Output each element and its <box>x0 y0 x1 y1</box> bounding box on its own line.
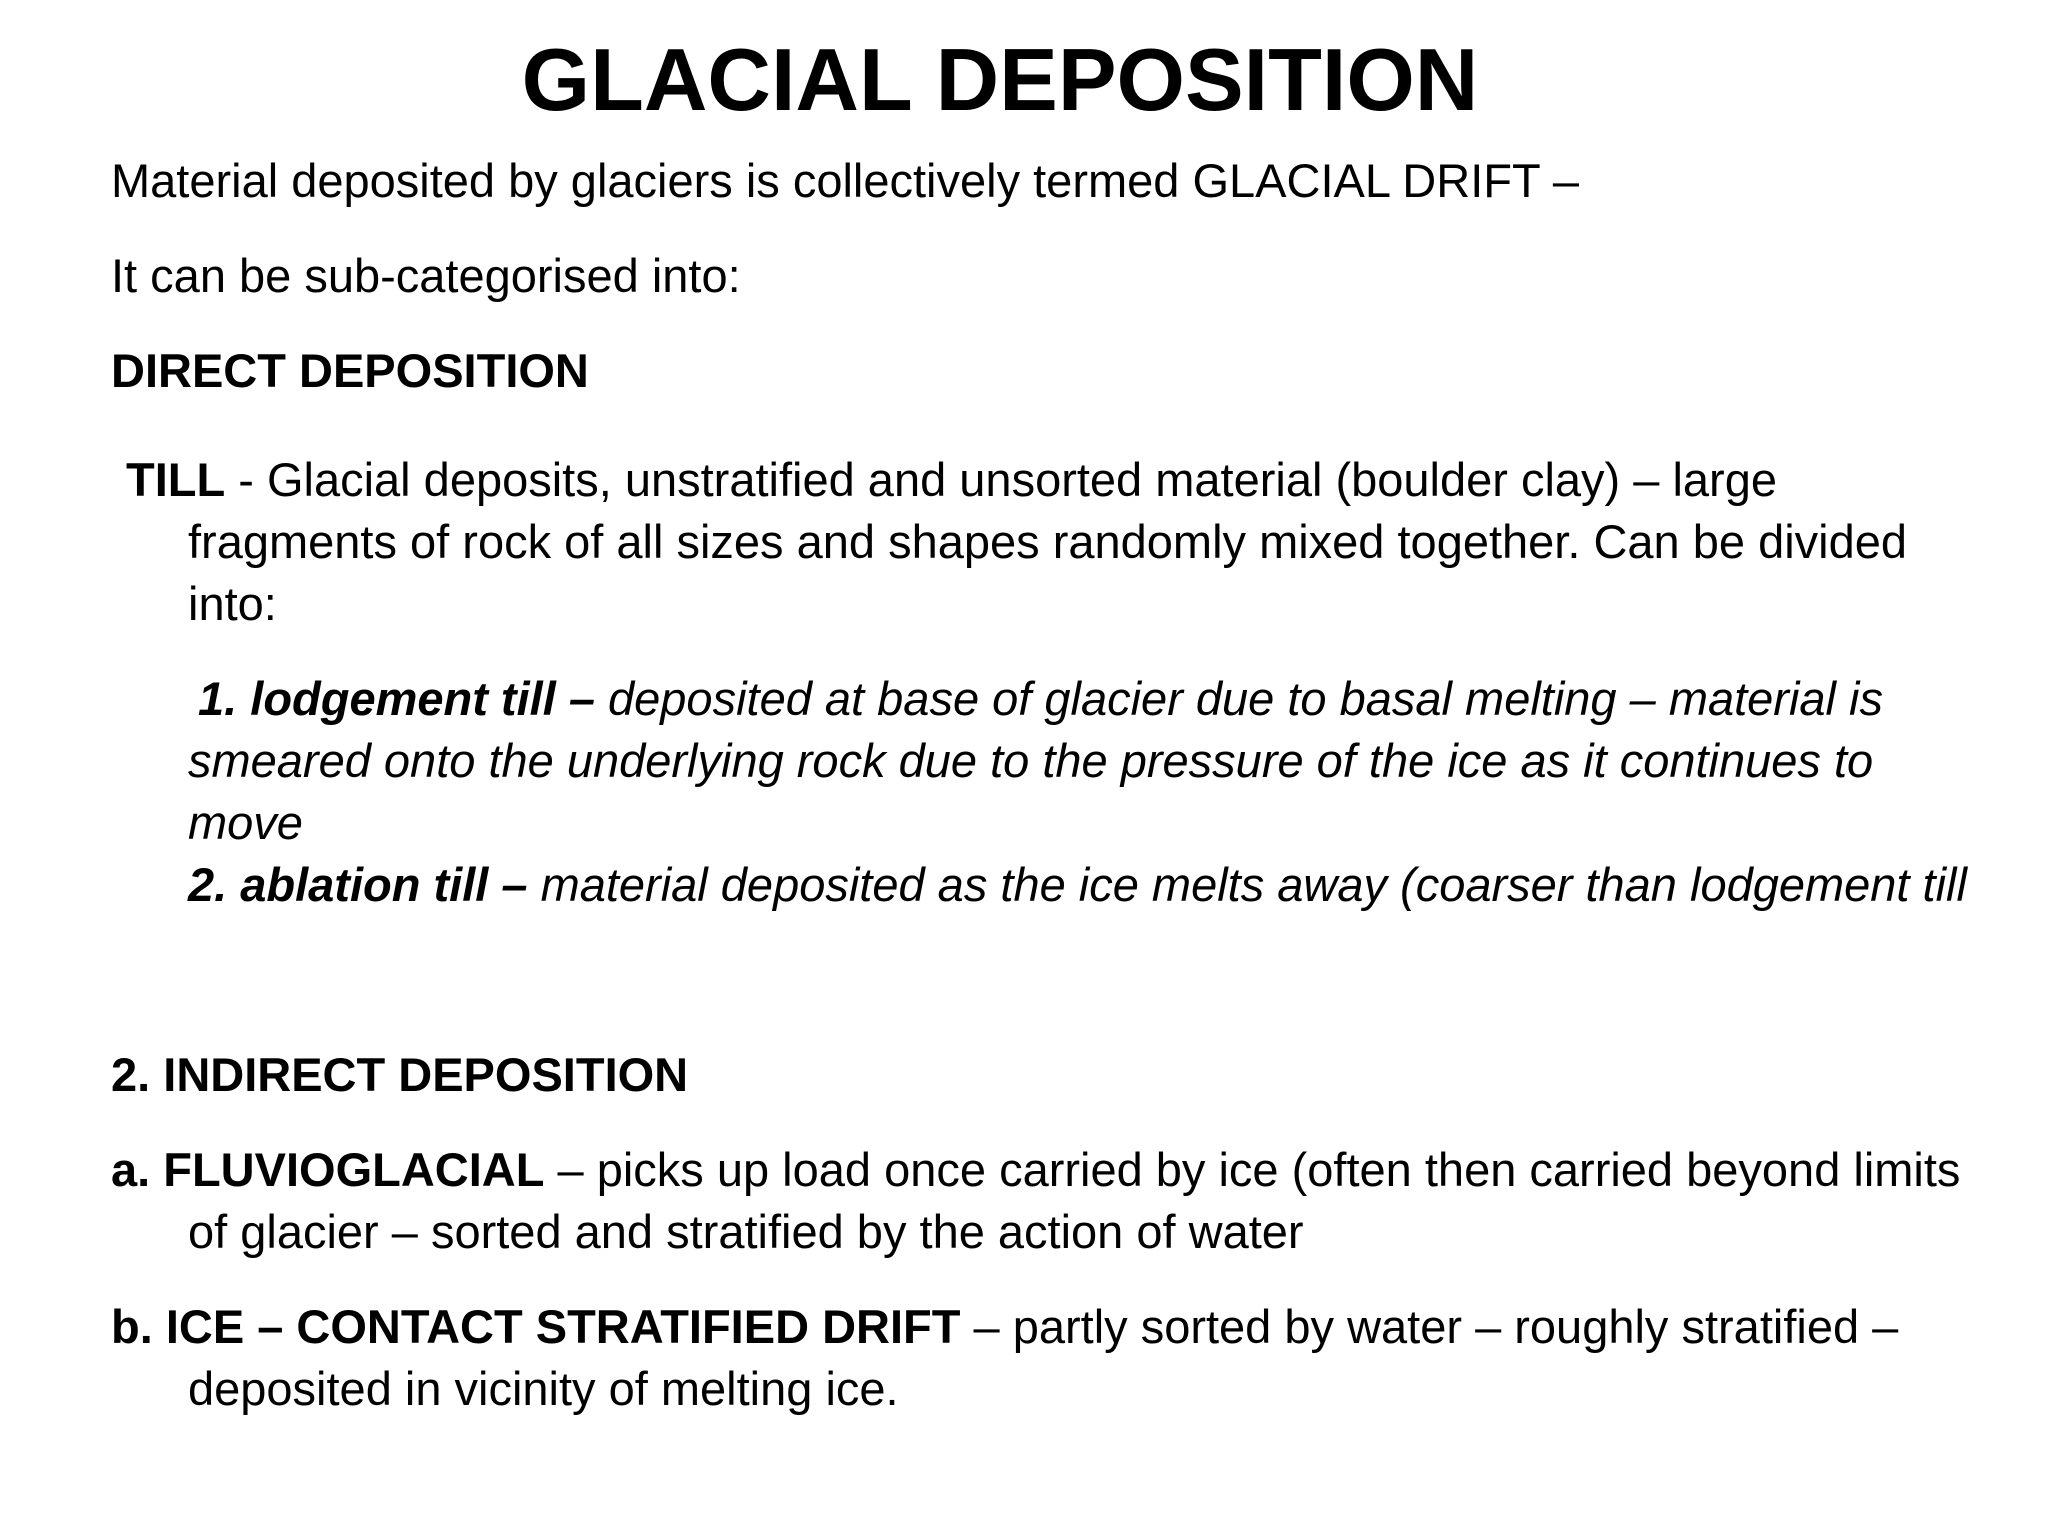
till-term: TILL <box>126 453 226 506</box>
lodgement-till-term: 1. lodgement till – <box>198 672 595 725</box>
ablation-till-description: material deposited as the ice melts away (coarser than lodgement till <box>527 858 1967 911</box>
list-item <box>188 854 1991 916</box>
ice-contact-description: – partly sorted by water – roughly stratified – deposited in vicinity of melting ice. <box>188 1300 1899 1415</box>
direct-deposition-heading: DIRECT DEPOSITION <box>111 344 589 397</box>
indirect-deposition-heading: 2. INDIRECT DEPOSITION <box>111 1048 689 1101</box>
intro-line-drift: Material deposited by glaciers is collectively termed GLACIAL DRIFT – <box>111 154 1580 207</box>
slide-body <box>111 150 1991 1453</box>
page-title: GLACIAL DEPOSITION <box>521 30 1479 129</box>
till-definition <box>111 449 1991 635</box>
fluvioglacial-term: a. FLUVIOGLACIAL <box>111 1143 545 1196</box>
till-description: - Glacial deposits, unstratified and unsorted material (boulder clay) – large fragments of rock of all sizes and shapes randomly mixed together. Can be divided into: <box>188 453 1908 630</box>
lodgement-till-description: deposited at base of glacier due to basal melting – material is smeared onto the underlying rock due to the pressure of the ice as it continues to move <box>188 672 1883 849</box>
fluvioglacial-item <box>111 1139 1991 1263</box>
fluvioglacial-description: – picks up load once carried by ice (often then carried beyond limits of glacier – sorted and stratified by the action of water <box>188 1143 1961 1258</box>
list-item <box>188 668 1991 854</box>
section-spacer <box>111 916 1991 1044</box>
intro-line-subcategories: It can be sub-categorised into: <box>111 249 741 302</box>
ablation-till-term: 2. ablation till – <box>188 858 528 911</box>
ice-contact-item <box>111 1296 1991 1420</box>
till-types-list <box>111 668 1991 916</box>
ice-contact-term: b. ICE – CONTACT STRATIFIED DRIFT <box>111 1300 961 1353</box>
